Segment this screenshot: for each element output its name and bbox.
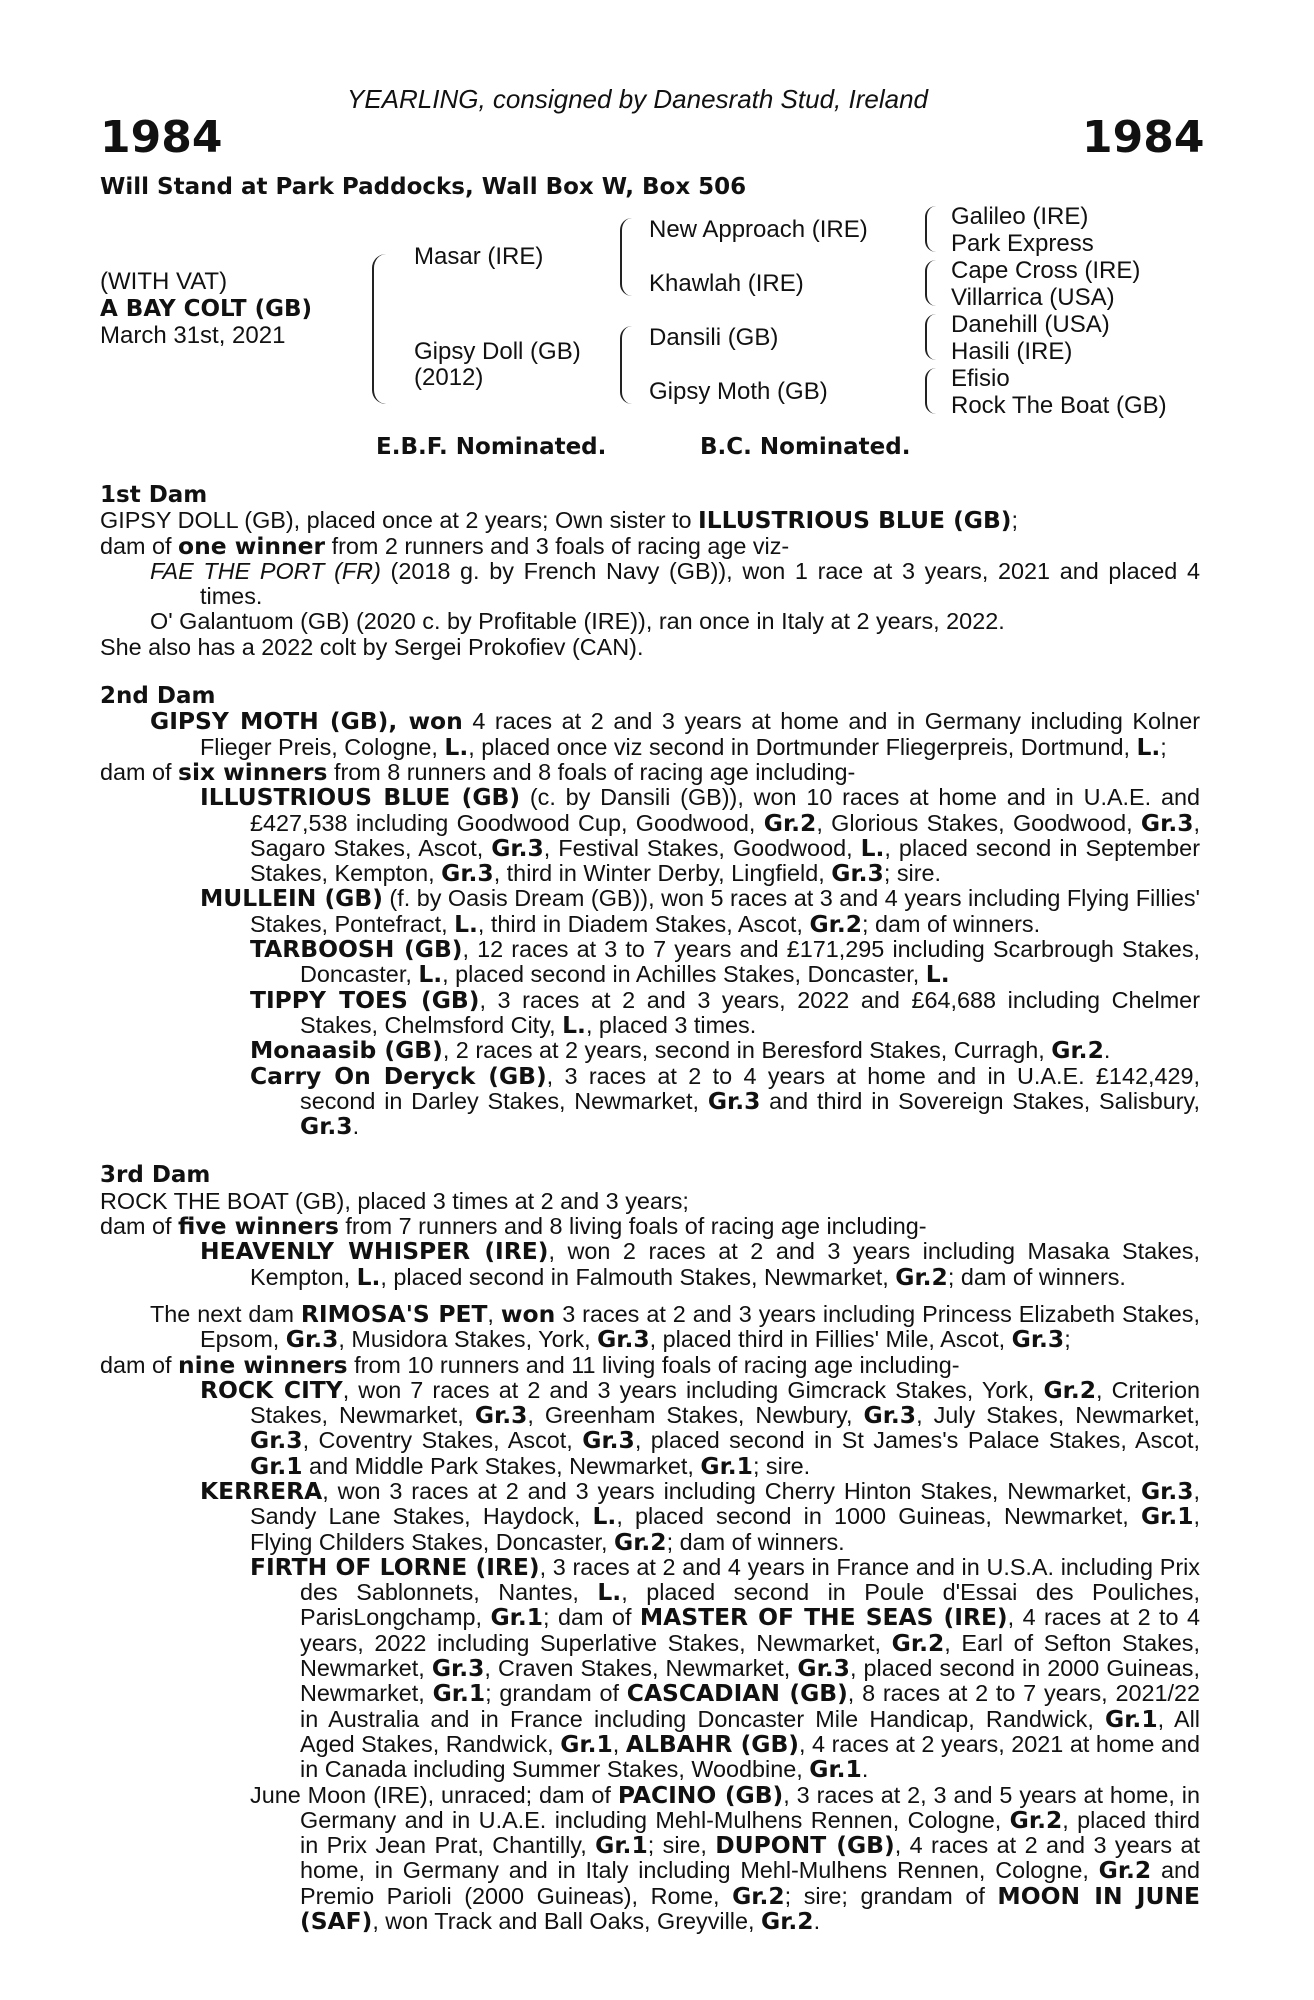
- produce-entry-monaasib: Monaasib (GB), 2 races at 2 years, second in Beresford Stakes, Curragh, Gr.2.: [250, 1036, 1111, 1065]
- lot-number-right: 1984: [1082, 112, 1205, 163]
- first-dam-produce-summary: dam of one winner from 2 runners and 3 foals of racing age viz-: [100, 531, 790, 560]
- lot-number-left: 1984: [100, 112, 223, 163]
- produce-entry-carry-on-deryck: Carry On Deryck (GB), 3 races at 2 to 4 years at home and in U.A.E. £142,429, second in Darley Stakes, Newmarket, Gr.3 and third in Sovereign Stakes, Salisbury, Gr.3.: [250, 1061, 1200, 1141]
- produce-entry-kerrera: KERRERA, won 3 races at 2 and 3 years including Cherry Hinton Stakes, Newmarket, Gr.3, Sandy Lane Stakes, Haydock, L., placed second in 1000 Guineas, Newmarket, Gr.1, Flying Childers Stakes, Doncaster, Gr.2; dam of winners.: [200, 1476, 1200, 1556]
- produce-entry-tarboosh: TARBOOSH (GB), 12 races at 3 to 7 years and £171,295 including Scarbrough Stakes, Doncaster, L., placed second in Achilles Stakes, Doncaster, L.: [250, 935, 1201, 989]
- pedigree-brace-4: [925, 368, 936, 414]
- dam-year: (2012): [414, 364, 484, 391]
- next-dam-produce-summary: dam of nine winners from 10 runners and 11 living foals of racing age including-: [100, 1350, 960, 1379]
- ped-dss: Danehill (USA): [951, 311, 1110, 338]
- pedigree-brace-3: [925, 314, 936, 360]
- dam-sire: Dansili (GB): [649, 324, 779, 351]
- pedigree-brace-main: [372, 254, 386, 404]
- sire-sire: New Approach (IRE): [649, 216, 868, 243]
- ped-ssd: Park Express: [951, 230, 1094, 257]
- catalogue-body: [100, 483, 1200, 1934]
- first-dam-line: GIPSY DOLL (GB), placed once at 2 years; Own sister to ILLUSTRIOUS BLUE (GB);: [100, 506, 1018, 535]
- sire-dam: Khawlah (IRE): [649, 270, 804, 297]
- ped-dsd: Hasili (IRE): [951, 338, 1073, 365]
- first-dam-heading: 1st Dam: [100, 482, 208, 508]
- pedigree-brace-dam: [620, 326, 632, 404]
- ped-sdd: Villarrica (USA): [951, 284, 1115, 311]
- produce-entry-illustrious-blue: ILLUSTRIOUS BLUE (GB) (c. by Dansili (GB)), won 10 races at home and in U.A.E. and £427,538 including Goodwood Cup, Goodwood, Gr.2, Glorious Stakes, Goodwood, Gr.3, Sagaro Stakes, Ascot, Gr.3, Festival Stakes, Goodwood, L., placed second in September Stakes, Kempton, Gr.3, third in Winter Derby, Lingfield, Gr.3; sire.: [200, 783, 1200, 888]
- stand-location: Will Stand at Park Paddocks, Wall Box W, Box 506: [100, 174, 747, 200]
- third-dam-produce-summary: dam of five winners from 7 runners and 8 living foals of racing age including-: [100, 1212, 927, 1241]
- sire-name: Masar (IRE): [414, 243, 544, 270]
- third-dam-heading: 3rd Dam: [100, 1162, 211, 1189]
- produce-entry-mullein: MULLEIN (GB) (f. by Oasis Dream (GB)), won 5 races at 3 and 4 years including Flying Fillies' Stakes, Pontefract, L., third in Diadem Stakes, Ascot, Gr.2; dam of winners.: [200, 884, 1201, 938]
- ped-sss: Galileo (IRE): [951, 203, 1089, 230]
- produce-entry-firth-of-lorne: FIRTH OF LORNE (IRE), 3 races at 2 and 4 years in France and in U.S.A. including Prix des Sablonnets, Nantes, L., placed second in Poule d'Essai des Pouliches, ParisLongchamp, Gr.1; dam of MASTER OF THE SEAS (IRE), 4 races at 2 to 4 years, 2022 including Superlative Stakes, Newmarket, Gr.2, Earl of Sefton Stakes, Newmarket, Gr.3, Craven Stakes, Newmarket, Gr.3, placed second in 2000 Guineas, Newmarket, Gr.1; grandam of CASCADIAN (GB), 8 races at 2 to 7 years, 2021/22 in Australia and in France including Doncaster Mile Handicap, Randwick, Gr.1, All Aged Stakes, Randwick, Gr.1, ALBAHR (GB), 4 races at 2 years, 2021 at home and in Canada including Summer Stakes, Woodbine, Gr.1.: [250, 1552, 1201, 1784]
- produce-entry-heavenly-whisper: HEAVENLY WHISPER (IRE), won 2 races at 2 and 3 years including Masaka Stakes, Kempton, L., placed second in Falmouth Stakes, Newmarket, Gr.2; dam of winners.: [200, 1237, 1200, 1291]
- pedigree-brace-sire: [620, 218, 632, 296]
- ebf-nomination: E.B.F. Nominated.: [376, 434, 607, 460]
- ped-dds: Efisio: [951, 365, 1010, 392]
- foaled-date: March 31st, 2021: [100, 322, 286, 349]
- second-dam-line: GIPSY MOTH (GB), won 4 races at 2 and 3 years at home and in Germany including Kolner Flieger Preis, Cologne, L., placed once viz second in Dortmunder Fliegerpreis, Dortmund, L.;: [150, 707, 1201, 761]
- bc-nomination: B.C. Nominated.: [700, 434, 911, 460]
- consignment-line: YEARLING, consigned by Danesrath Stud, Ireland: [347, 84, 928, 114]
- second-dam-produce-summary: dam of six winners from 8 runners and 8 foals of racing age including-: [100, 757, 856, 786]
- produce-note: She also has a 2022 colt by Sergei Prokofiev (CAN).: [100, 633, 644, 660]
- produce-entry-o-galantuom: O' Galantuom (GB) (2020 c. by Profitable (IRE)), ran once in Italy at 2 years, 2022.: [150, 608, 1005, 635]
- pedigree-brace-2: [925, 260, 936, 306]
- produce-entry-june-moon: June Moon (IRE), unraced; dam of PACINO (GB), 3 races at 2, 3 and 5 years at home, in Germany and in U.A.E. including Mehl-Mulhens Rennen, Cologne, Gr.2, placed third in Prix Jean Prat, Chantilly, Gr.1; sire, DUPONT (GB), 4 races at 2 and 3 years at home, in Germany and in Italy including Mehl-Mulhens Rennen, Cologne, Gr.2 and Premio Parioli (2000 Guineas), Rome, Gr.2; sire; grandam of MOON IN JUNE (SAF), won Track and Ball Oaks, Greyville, Gr.2.: [250, 1780, 1201, 1936]
- pedigree-brace-1: [925, 206, 936, 252]
- ped-ddd: Rock The Boat (GB): [951, 392, 1167, 419]
- produce-entry-fae-the-port: FAE THE PORT (FR) (2018 g. by French Navy (GB)), won 1 race at 3 years, 2021 and placed 4 times.: [150, 557, 1200, 610]
- ped-sds: Cape Cross (IRE): [951, 257, 1141, 284]
- vat-note: (WITH VAT): [100, 268, 228, 295]
- second-dam-heading: 2nd Dam: [100, 683, 216, 710]
- produce-entry-rock-city: ROCK CITY, won 7 races at 2 and 3 years including Gimcrack Stakes, York, Gr.2, Criterion Stakes, Newmarket, Gr.3, Greenham Stakes, Newbury, Gr.3, July Stakes, Newmarket, Gr.3, Coventry Stakes, Ascot, Gr.3, placed second in St James's Palace Stakes, Ascot, Gr.1 and Middle Park Stakes, Newmarket, Gr.1; sire.: [200, 1375, 1201, 1480]
- horse-name: A BAY COLT (GB): [100, 296, 313, 322]
- next-dam-line: The next dam RIMOSA'S PET, won 3 races at 2 and 3 years including Princess Elizabeth Stakes, Epsom, Gr.3, Musidora Stakes, York, Gr.3, placed third in Fillies' Mile, Ascot, Gr.3;: [150, 1299, 1200, 1354]
- dam-name: Gipsy Doll (GB): [414, 338, 581, 365]
- produce-entry-tippy-toes: TIPPY TOES (GB), 3 races at 2 and 3 years, 2022 and £64,688 including Chelmer Stakes, Chelmsford City, L., placed 3 times.: [250, 985, 1200, 1039]
- third-dam-line: ROCK THE BOAT (GB), placed 3 times at 2 and 3 years;: [100, 1187, 689, 1214]
- dam-dam: Gipsy Moth (GB): [649, 378, 828, 405]
